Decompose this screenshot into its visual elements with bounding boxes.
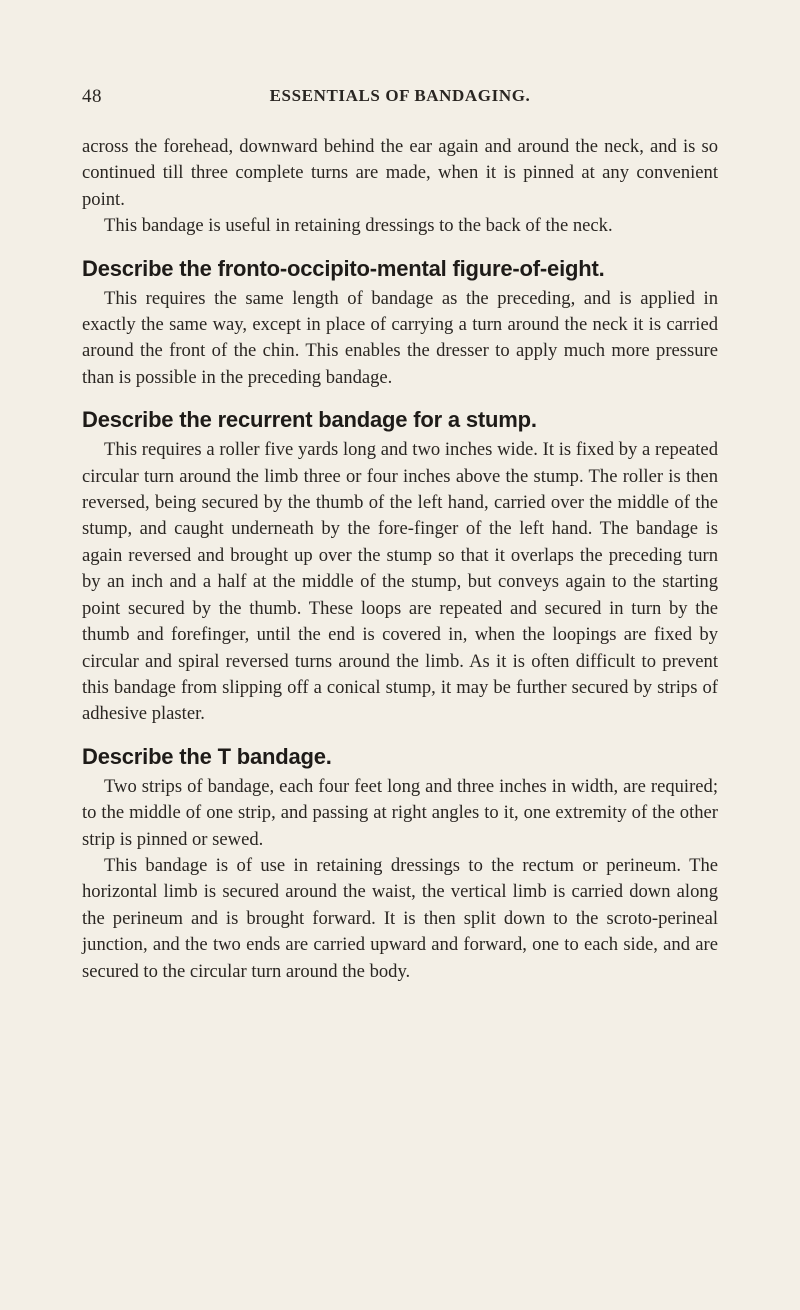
running-head: ESSENTIALS OF BANDAGING.: [269, 86, 531, 105]
section-fronto-occipito-mental: [82, 254, 718, 392]
section-recurrent-bandage: [82, 405, 718, 727]
paragraph: This requires the same length of bandage as the preceding, and is applied in exactly the same way, except in place of carrying a turn around the neck it is carried around the front of the chin. This enables the dresser to apply much more pressure than is possible in the preceding bandage.: [82, 287, 718, 388]
section-t-bandage: [82, 742, 718, 985]
page-body: [82, 134, 718, 985]
section-heading: Describe the recurrent bandage for a stump.: [82, 407, 537, 433]
page-number: 48: [82, 86, 102, 107]
page-header: [82, 86, 718, 112]
paragraph: This bandage is of use in retaining dressings to the rectum or perineum. The horizontal limb is secured around the waist, the vertical limb is carried down along the perineum and is brought forward. It is then split down to the scroto-perineal junction, and the two ends are carried upward and forward, one to each side, and are secured to the circular turn around the body.: [82, 854, 718, 982]
section-heading: Describe the fronto-occipito-mental figure-of-eight.: [82, 255, 605, 281]
paragraph: Two strips of bandage, each four feet long and three inches in width, are required; to the middle of one strip, and passing at right angles to it, one extremity of the other strip is pinned or sewed.: [82, 775, 718, 850]
section-continuation: [82, 134, 718, 240]
paragraph: This bandage is useful in retaining dressings to the back of the neck.: [104, 215, 613, 237]
paragraph: across the forehead, downward behind the ear again and around the neck, and is so continued till three complete turns are made, when it is pinned at any convenient point.: [82, 136, 718, 210]
paragraph: This requires a roller five yards long and two inches wide. It is fixed by a repeated circular turn around the limb three or four inches above the stump. The roller is then reversed, being secured by the thumb of the left hand, carried over the middle of the stump, and caught underneath by the fore-finger of the left hand. The bandage is again reversed and brought up over the stump so that it overlaps the preceding turn by an inch and a half at the middle of the stump, but conveys again to the starting point secured by the thumb. These loops are repeated and secured in turn by the thumb and forefinger, until the end is covered in, when the loopings are fixed by circular and spiral reversed turns around the limb. As it is often difficult to prevent this bandage from slipping off a conical stump, it may be further secured by strips of adhesive plaster.: [82, 439, 718, 725]
section-heading: Describe the T bandage.: [82, 743, 332, 769]
